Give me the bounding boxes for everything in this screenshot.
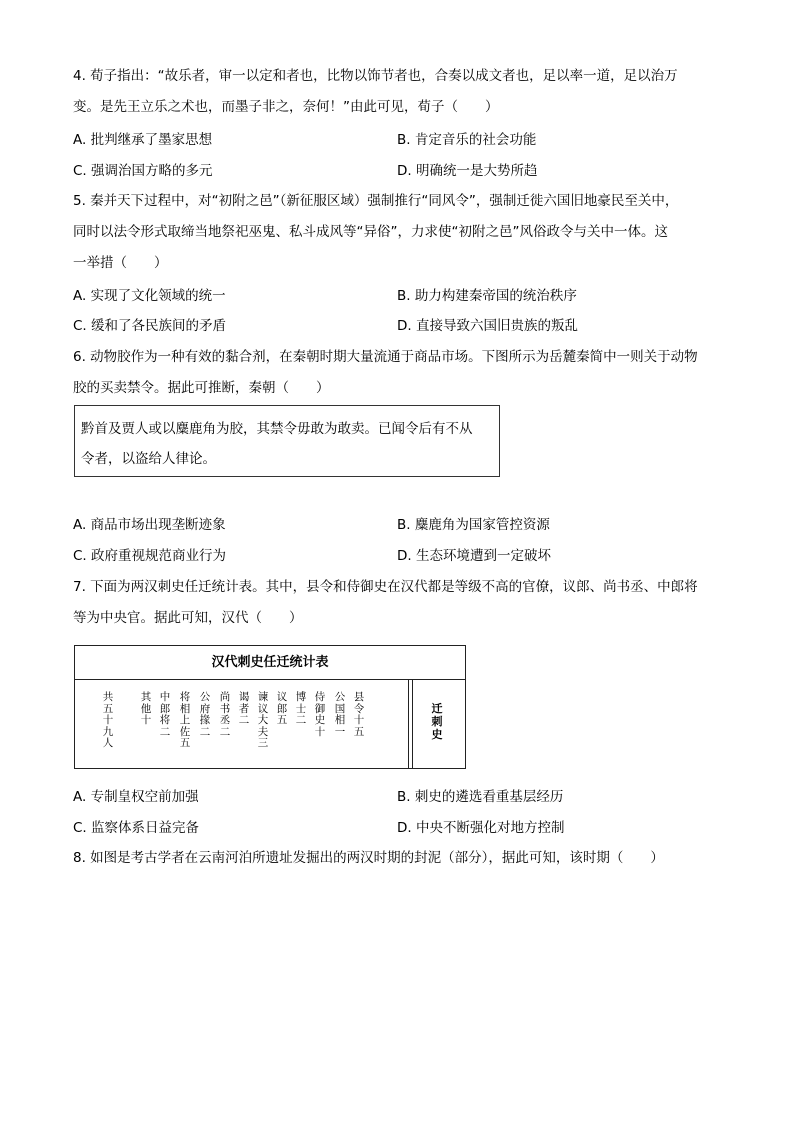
question-4 <box>73 61 723 123</box>
question-7 <box>73 572 723 634</box>
q6-option-d[interactable]: D. 生态环境遭到一定破坏 <box>397 548 551 564</box>
q7-option-b[interactable]: B. 刺史的遴选看重基层经历 <box>397 789 564 805</box>
q5-option-a[interactable]: A. 实现了文化领域的统一 <box>73 288 226 304</box>
question-5-line-3: 一举措（ ） <box>73 255 168 271</box>
q7-option-a[interactable]: A. 专制皇权空前加强 <box>73 789 199 805</box>
q5-option-d[interactable]: D. 直接导致六国旧贵族的叛乱 <box>397 318 578 334</box>
table-row-header: 迁刺史 <box>431 702 443 741</box>
table-column-shiyushi: 侍御史十 <box>314 691 326 738</box>
quote-line-2: 令者，以盗给人律论。 <box>81 451 216 467</box>
table-column-jiangxiang: 将相上佐五 <box>179 691 191 750</box>
table-column-zhonglangjiang: 中郎将二 <box>159 691 171 738</box>
table-column-total: 共五十九人 <box>102 691 114 750</box>
question-5 <box>73 186 723 279</box>
question-4-line-2: 变。是先王立乐之术也，而墨子非之，奈何！”由此可见，荀子（ ） <box>73 99 499 115</box>
table-body <box>75 680 465 768</box>
question-6-line-2: 胶的买卖禁令。据此可推断，秦朝（ ） <box>73 380 330 396</box>
table-column-shangshucheng: 尚书丞二 <box>219 691 231 738</box>
table-column-yilang: 议郎五 <box>276 691 288 727</box>
q6-option-b[interactable]: B. 麋鹿角为国家管控资源 <box>397 517 550 533</box>
cishi-statistics-table <box>74 645 466 769</box>
table-column-yezhe: 谒者二 <box>238 691 250 727</box>
question-5-line-1: 5. 秦并天下过程中，对“初附之邑”（新征服区域）强制推行“同风令”，强制迁徙六国旧地豪民至关中， <box>73 193 679 209</box>
table-column-boshi: 博士二 <box>295 691 307 727</box>
table-divider <box>408 680 409 768</box>
bamboo-slip-quote-box <box>74 405 500 477</box>
table-column-gongguoxiang: 公国相一 <box>334 691 346 738</box>
q4-option-b[interactable]: B. 肯定音乐的社会功能 <box>397 132 537 148</box>
question-7-line-2: 等为中央官。据此可知，汉代（ ） <box>73 610 303 626</box>
q5-option-c[interactable]: C. 缓和了各民族间的矛盾 <box>73 318 227 334</box>
table-column-gongfuyuan: 公府掾二 <box>199 691 211 738</box>
question-6-line-1: 6. 动物胶作为一种有效的黏合剂，在秦朝时期大量流通于商品市场。下图所示为岳麓秦简中一则关于动物 <box>73 349 698 365</box>
q4-option-c[interactable]: C. 强调治国方略的多元 <box>73 163 213 179</box>
q6-option-a[interactable]: A. 商品市场出现垄断迹象 <box>73 517 226 533</box>
table-column-other: 其他十 <box>140 691 152 727</box>
q7-option-c[interactable]: C. 监察体系日益完备 <box>73 820 200 836</box>
question-8-line-1: 8. 如图是考古学者在云南河泊所遗址发掘出的两汉时期的封泥（部分），据此可知，该时期（ ） <box>73 850 664 866</box>
q7-option-d[interactable]: D. 中央不断强化对地方控制 <box>397 820 565 836</box>
table-column-jianyidafu: 谏议大夫三 <box>257 691 269 750</box>
quote-line-1: 黔首及贾人或以麋鹿角为胶，其禁令毋敢为敢卖。已闻令后有不从 <box>81 421 473 437</box>
table-divider-inner <box>412 680 413 768</box>
q6-option-c[interactable]: C. 政府重视规范商业行为 <box>73 548 227 564</box>
question-5-line-2: 同时以法令形式取缔当地祭祀巫鬼、私斗成风等“异俗”，力求使“初附之邑”风俗政令与关中一体。这 <box>73 224 668 240</box>
question-6 <box>73 342 723 404</box>
question-4-line-1: 4. 荀子指出：“故乐者，审一以定和者也，比物以饰节者也，合奏以成文者也，足以率一道，足以治万 <box>73 68 678 84</box>
q5-option-b[interactable]: B. 助力构建秦帝国的统治秩序 <box>397 288 577 304</box>
q4-option-a[interactable]: A. 批判继承了墨家思想 <box>73 132 213 148</box>
q4-option-d[interactable]: D. 明确统一是大势所趋 <box>397 163 538 179</box>
table-column-xianling: 县令十五 <box>353 691 365 738</box>
question-8 <box>73 843 723 874</box>
question-7-line-1: 7. 下面为两汉刺史任迁统计表。其中，县令和侍御史在汉代都是等级不高的官僚，议郎、尚书丞、中郎将 <box>73 579 698 595</box>
table-title: 汉代刺史任迁统计表 <box>75 646 465 680</box>
